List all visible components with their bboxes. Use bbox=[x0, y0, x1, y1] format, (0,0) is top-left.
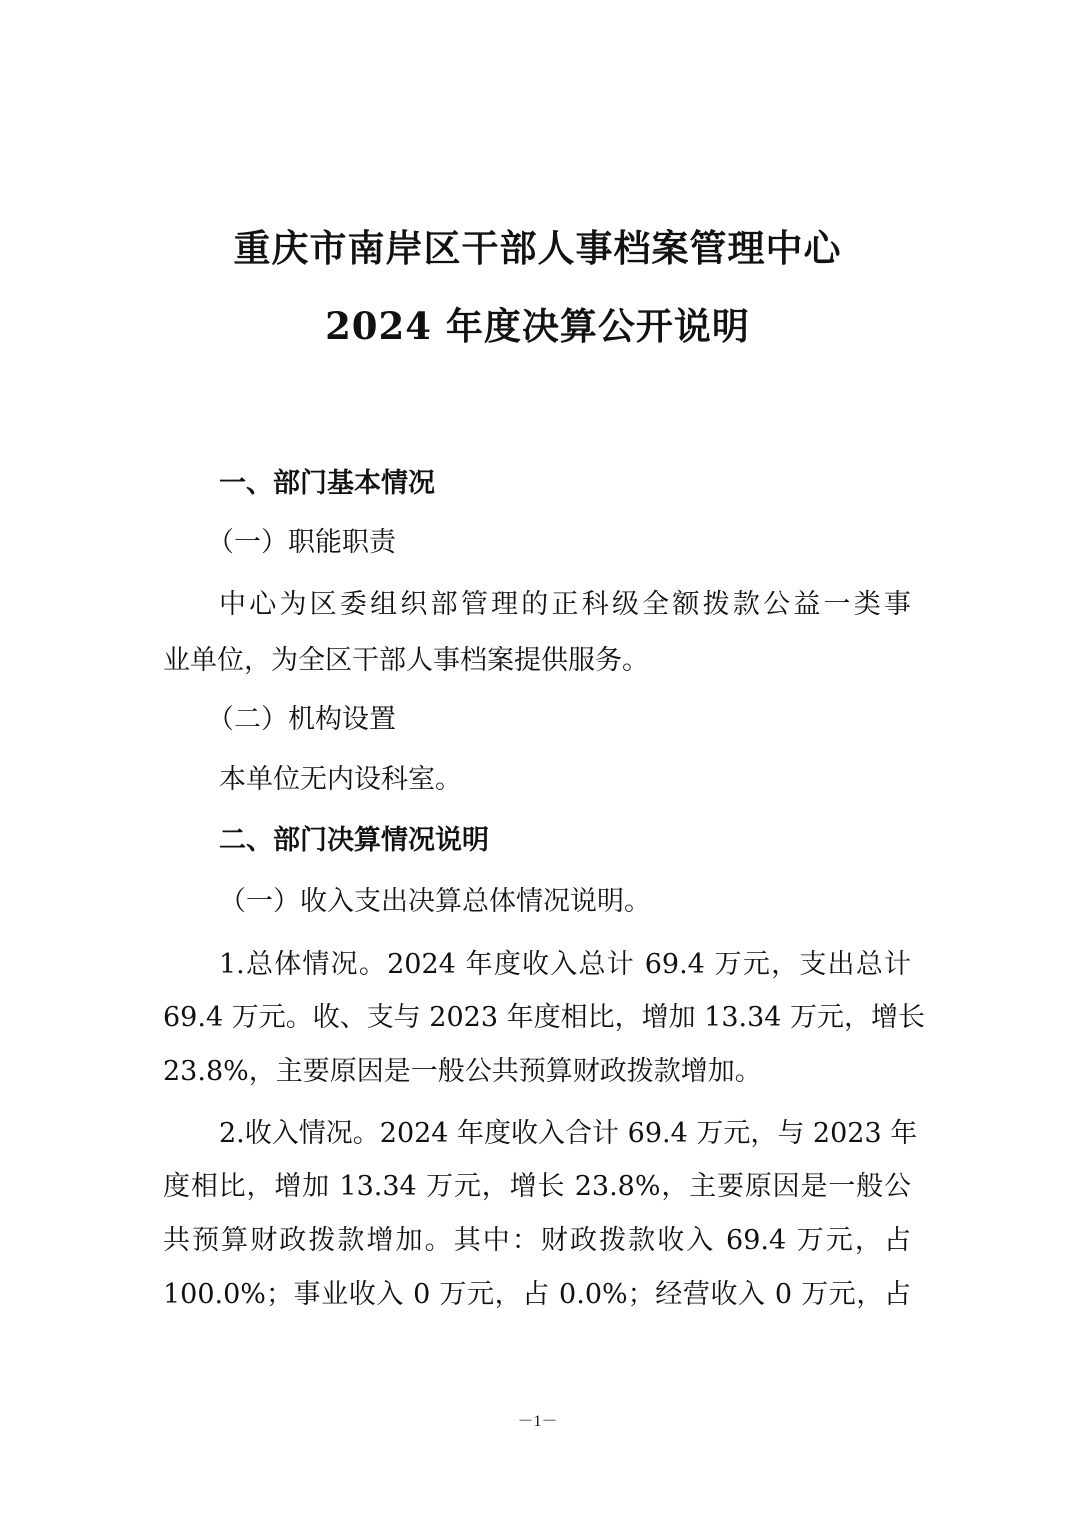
sub1-1-heading: （一）职能职责 bbox=[207, 527, 396, 558]
sub1-2-paragraph-line1: 本单位无内设科室。 bbox=[219, 764, 462, 795]
page-number: －1－ bbox=[517, 1413, 558, 1430]
para1-line3: 23.8%，主要原因是一般公共预算财政拨款增加。 bbox=[163, 1056, 762, 1087]
document-title-line1: 重庆市南岸区干部人事档案管理中心 bbox=[233, 226, 842, 270]
para1-line1: 1.总体情况。2024 年度收入总计 69.4 万元，支出总计 bbox=[219, 949, 911, 980]
sub1-1-paragraph-line2: 业单位，为全区干部人事档案提供服务。 bbox=[163, 645, 649, 676]
section1-heading: 一、部门基本情况 bbox=[219, 468, 435, 499]
sub2-1-heading: （一）收入支出决算总体情况说明。 bbox=[219, 886, 651, 917]
section2-heading: 二、部门决算情况说明 bbox=[219, 825, 489, 856]
sub1-1-paragraph-line1: 中心为区委组织部管理的正科级全额拨款公益一类事 bbox=[219, 589, 911, 620]
para1-line2: 69.4 万元。收、支与 2023 年度相比，增加 13.34 万元，增长 bbox=[163, 1002, 926, 1033]
para2-line1: 2.收入情况。2024 年度收入合计 69.4 万元，与 2023 年 bbox=[219, 1118, 918, 1149]
sub1-2-heading: （二）机构设置 bbox=[207, 704, 396, 735]
document-title-line2: 2024 年度决算公开说明 bbox=[325, 304, 750, 348]
para2-line4: 100.0%；事业收入 0 万元，占 0.0%；经营收入 0 万元，占 bbox=[163, 1279, 911, 1310]
para2-line3: 共预算财政拨款增加。其中：财政拨款收入 69.4 万元，占 bbox=[163, 1225, 911, 1256]
para2-line2: 度相比，增加 13.34 万元，增长 23.8%，主要原因是一般公 bbox=[163, 1171, 911, 1202]
